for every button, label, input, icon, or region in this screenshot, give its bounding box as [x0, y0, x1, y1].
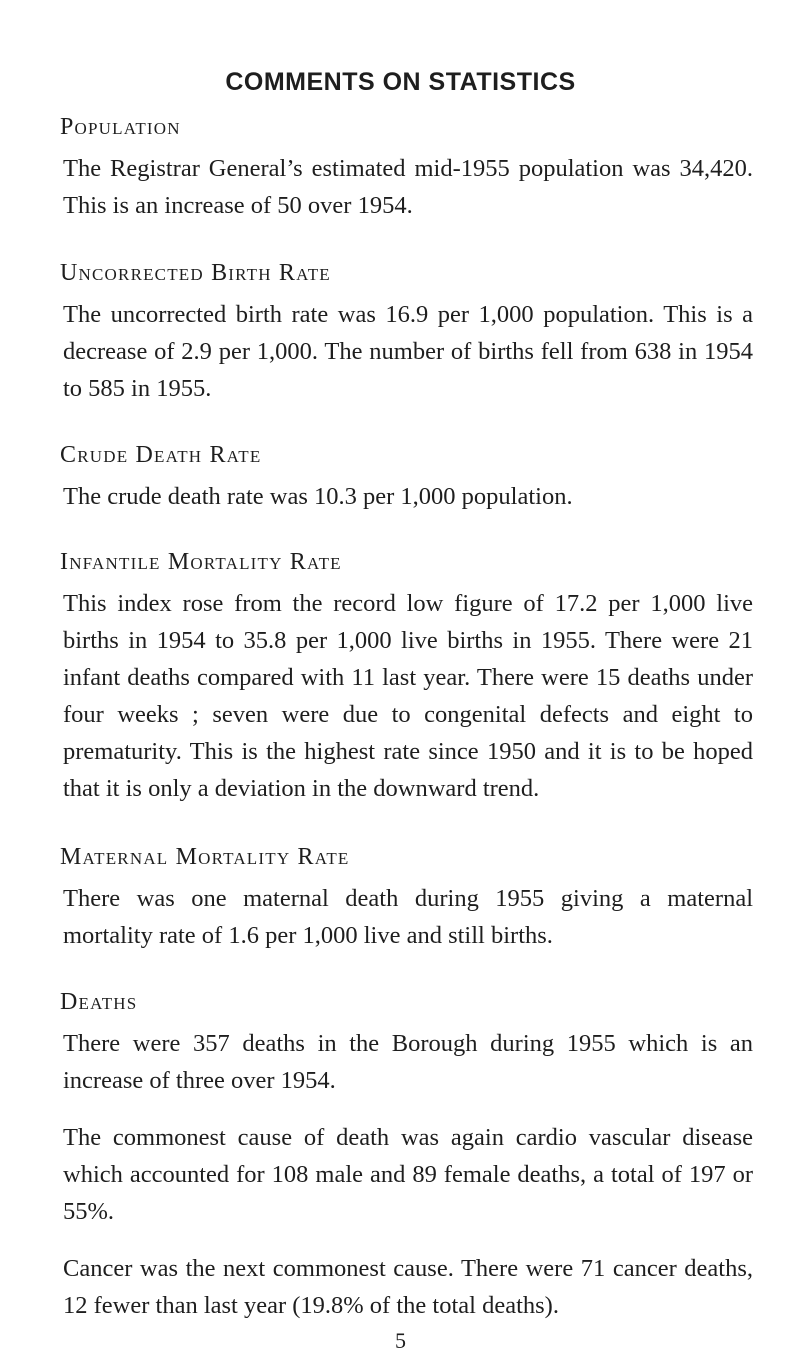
section-deaths — [60, 987, 753, 1324]
section-heading-maternal-mortality-rate: Maternal Mortality Rate — [60, 844, 350, 870]
paragraph-infantile-mortality-rate: This index rose from the record low figure of 17.2 per 1,000 live births in 1954 to 35.8 per 1,000 live births in 1955. There were 21 infant deaths compared with 11 last year. There were 15 deaths under four weeks ; seven were due to congenital defects and eight to prematurity. This is the highest rate since 1950 and it is to be hoped that it is only a deviation in the downward trend. — [63, 590, 753, 802]
section-uncorrected-birth-rate — [60, 258, 753, 407]
section-heading-crude-death-rate: Crude Death Rate — [60, 442, 262, 468]
section-heading-uncorrected-birth-rate: Uncorrected Birth Rate — [60, 260, 331, 286]
paragraph-deaths-total: There were 357 deaths in the Borough during 1955 which is an increase of three over 1954. — [63, 1030, 753, 1094]
page-number: 5 — [395, 1328, 406, 1353]
paragraph-uncorrected-birth-rate: The uncorrected birth rate was 16.9 per 1,000 population. This is a decrease of 2.9 per 1,000. The number of births fell from 638 in 1954 to 585 in 1955. — [63, 301, 753, 402]
paragraph-deaths-cardio-vascular: The commonest cause of death was again cardio vascular disease which accounted for 108 male and 89 female deaths, a total of 197 or 55%. — [63, 1124, 753, 1225]
section-heading-deaths: Deaths — [60, 989, 138, 1015]
paragraph-crude-death-rate: The crude death rate was 10.3 per 1,000 population. — [63, 483, 573, 510]
paragraph-population: The Registrar General’s estimated mid-1955 population was 34,420. This is an increase of 50 over 1954. — [63, 155, 753, 219]
section-heading-infantile-mortality-rate: Infantile Mortality Rate — [60, 549, 342, 575]
page-title: COMMENTS ON STATISTICS — [225, 68, 576, 96]
paragraph-maternal-mortality-rate: There was one maternal death during 1955 giving a maternal mortality rate of 1.6 per 1,000 live and still births. — [63, 885, 753, 949]
section-population — [60, 112, 753, 224]
section-maternal-mortality-rate — [60, 842, 753, 954]
section-heading-population: Population — [60, 114, 181, 140]
paragraph-deaths-cancer: Cancer was the next commonest cause. There were 71 cancer deaths, 12 fewer than last year (19.8% of the total deaths). — [63, 1255, 753, 1319]
section-infantile-mortality-rate — [60, 547, 753, 807]
section-crude-death-rate — [60, 440, 753, 515]
